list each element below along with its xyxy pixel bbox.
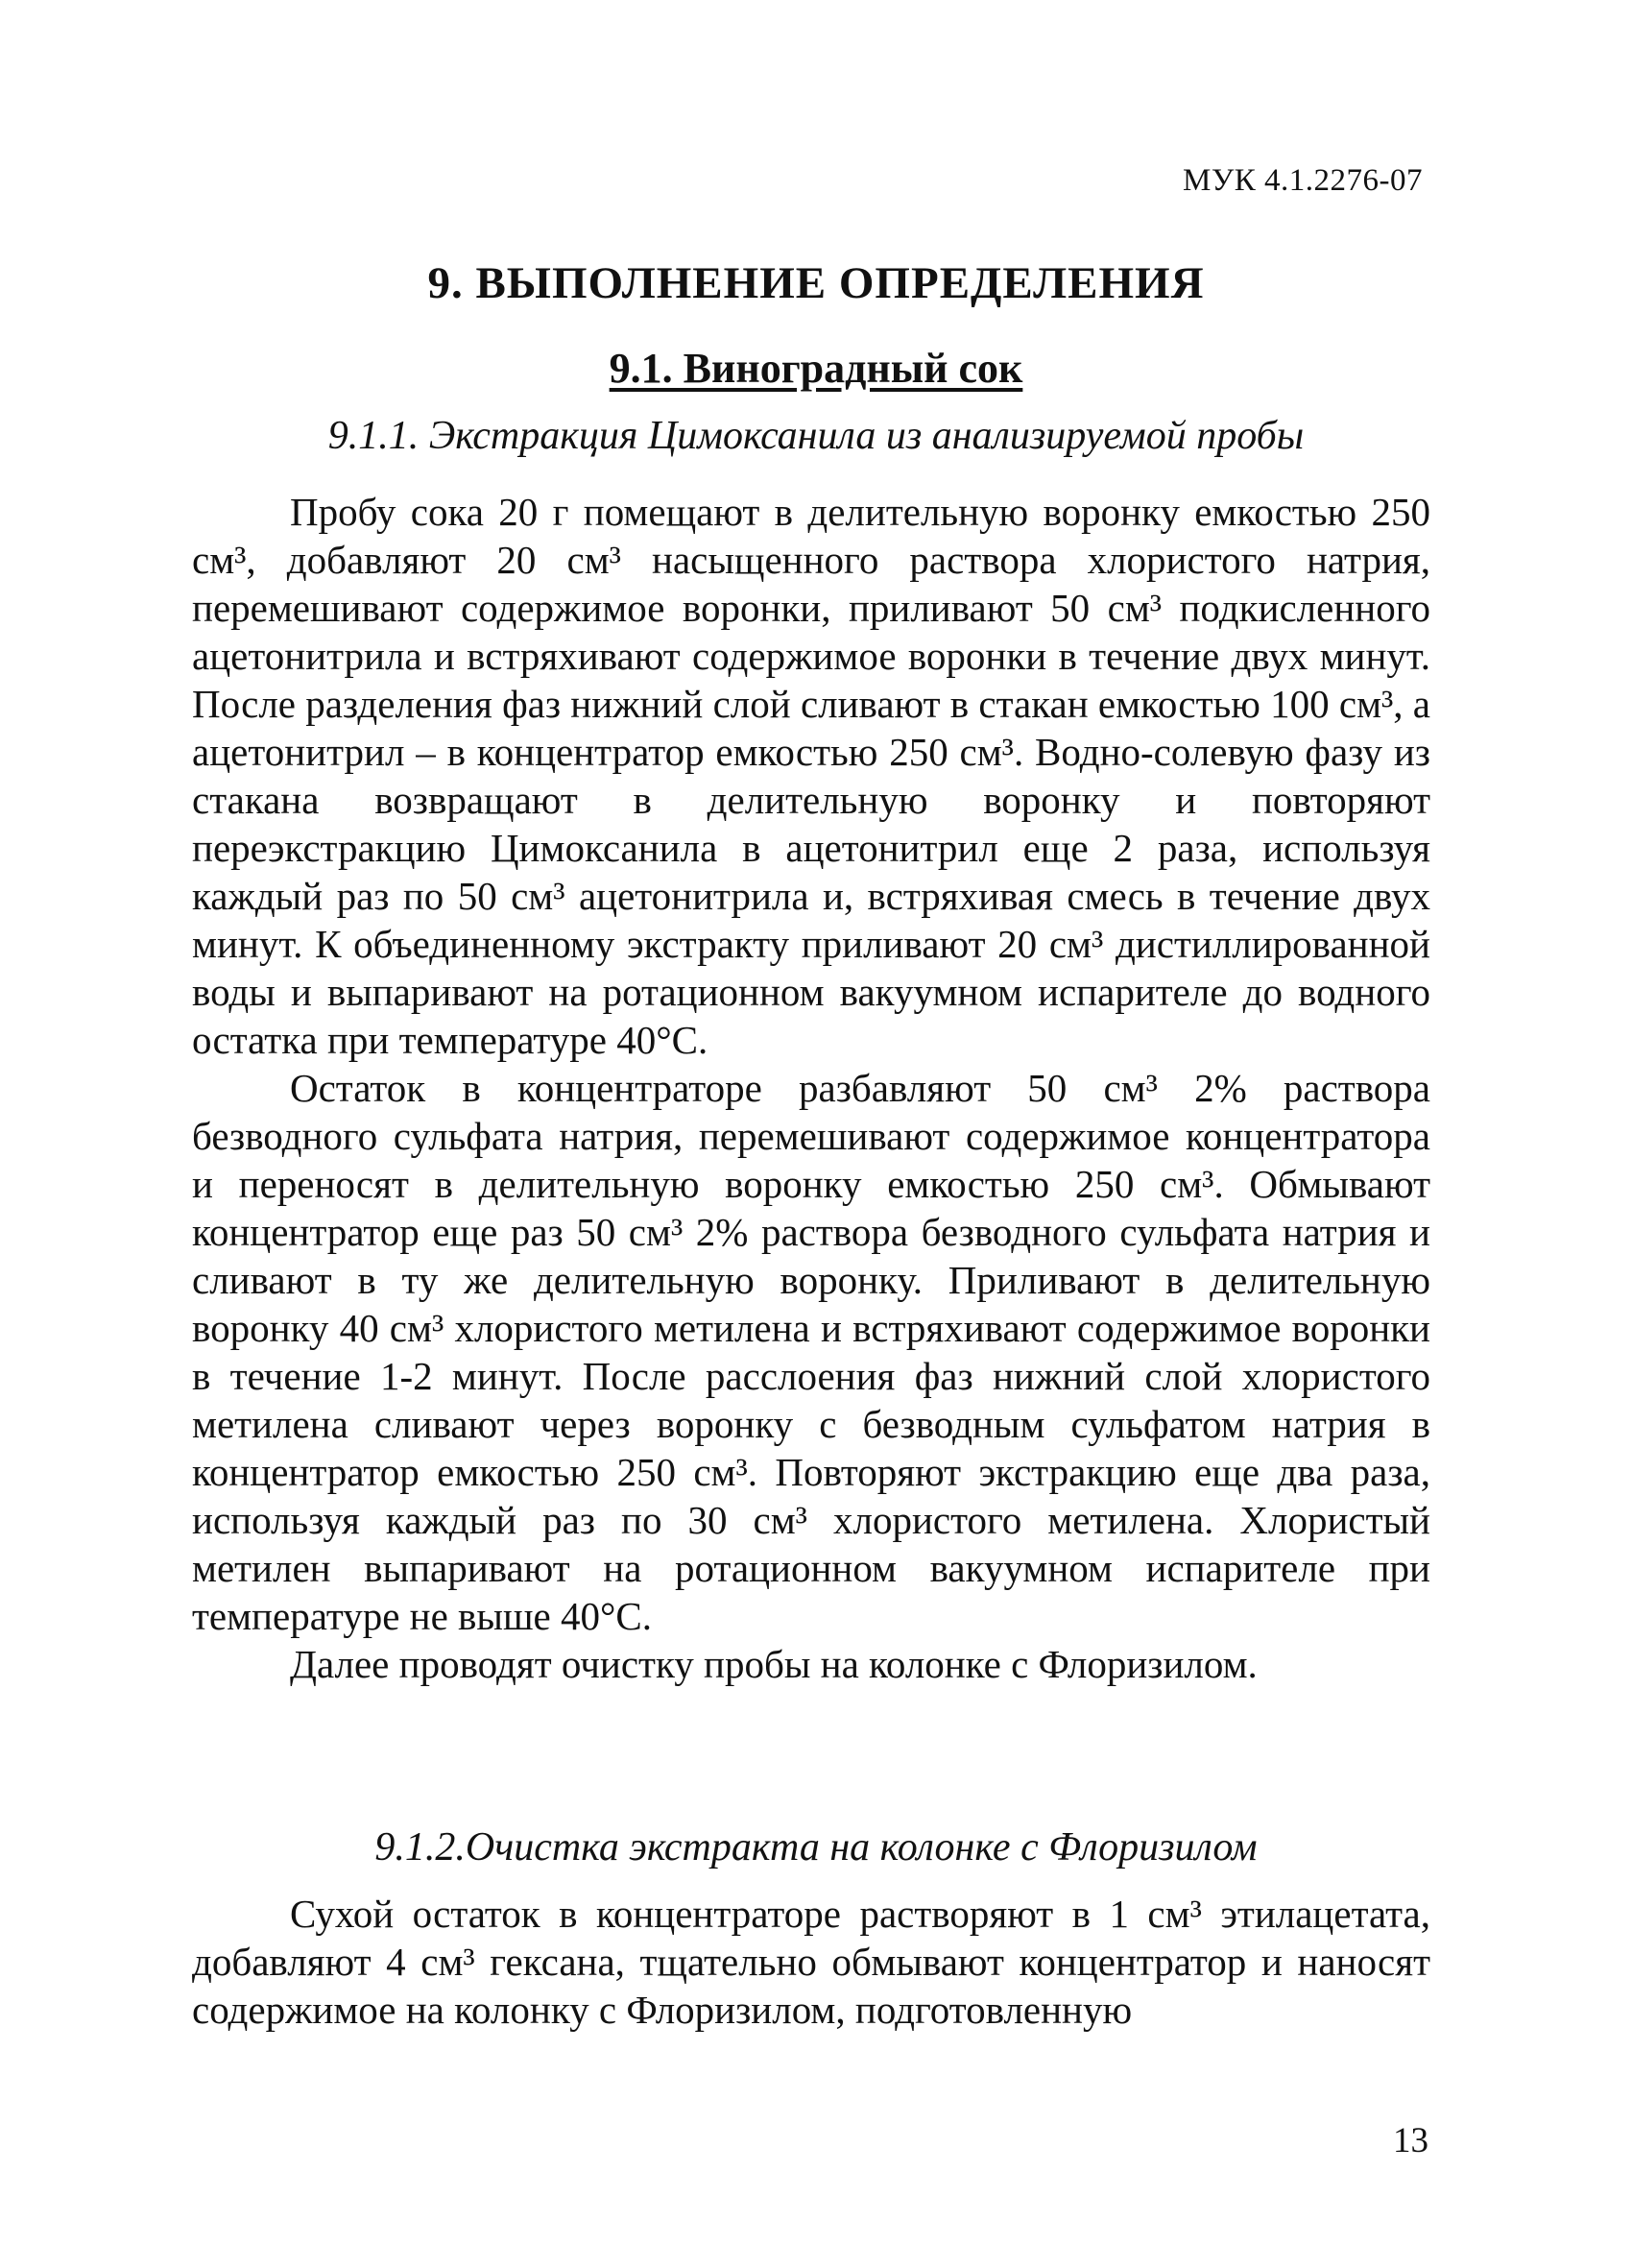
subsubsection-title-extraction: 9.1.1. Экстракция Цимоксанила из анализируемой пробы (327, 414, 1305, 458)
paragraph: Пробу сока 20 г помещают в делительную воронку емкостью 250 см³, добавляют 20 см³ насыщенного раствора хлористого натрия, перемешивают содержимое воронки, приливают 50 см³ подкисленного ацетонитрила и встряхивают содержимое воронки в течение двух минут. После разделения фаз нижний слой сливают в стакан емкостью 100 см³, а ацетонитрил – в концентратор емкостью 250 см³. Водно-солевую фазу из стакана возвращают в делительную воронку и повторяют переэкстракцию Цимоксанила в ацетонитрил еще 2 раза, используя каждый раз по 50 см³ ацетонитрила и, встряхивая смесь в течение двух минут. К объединенному экстракту приливают 20 см³ дистиллированной воды и выпаривают на ротационном вакуумном испарителе до водного остатка при температуре 40°С. (192, 490, 1430, 1062)
extraction-text-block (192, 488, 1430, 1688)
paragraph: Далее проводят очистку пробы на колонке с Флоризилом. (290, 1642, 1258, 1686)
paragraph: Остаток в концентраторе разбавляют 50 см³ 2% раствора безводного сульфата натрия, перемешивают содержимое концентратора и переносят в делительную воронку емкостью 250 см³. Обмывают концентратор еще раз 50 см³ 2% раствора безводного сульфата натрия и сливают в ту же делительную воронку. Приливают в делительную воронку 40 см³ хлористого метилена и встряхивают содержимое воронки в течение 1-2 минут. После расслоения фаз нижний слой хлористого метилена сливают через воронку с безводным сульфатом натрия в концентратор емкостью 250 см³. Повторяют экстракцию еще два раза, используя каждый раз по 30 см³ хлористого метилена. Хлористый метилен выпаривают на ротационном вакуумном испарителе при температуре не выше 40°С. (192, 1066, 1430, 1638)
document-code: МУК 4.1.2276-07 (1183, 163, 1423, 198)
section-title: 9. ВЫПОЛНЕНИЕ ОПРЕДЕЛЕНИЯ (427, 258, 1205, 308)
paragraph: Сухой остаток в концентраторе растворяют в 1 см³ этилацетата, добавляют 4 см³ гексана, тщательно обмывают концентратор и наносят содержимое на колонку с Флоризилом, подготовленную (192, 1892, 1430, 2032)
subsection-title: 9.1. Виноградный сок (609, 345, 1023, 392)
page-number: 13 (1393, 2121, 1428, 2160)
cleanup-text-block (192, 1890, 1430, 2034)
subsubsection-title-cleanup: 9.1.2.Очистка экстракта на колонке с Флоризилом (374, 1825, 1258, 1870)
